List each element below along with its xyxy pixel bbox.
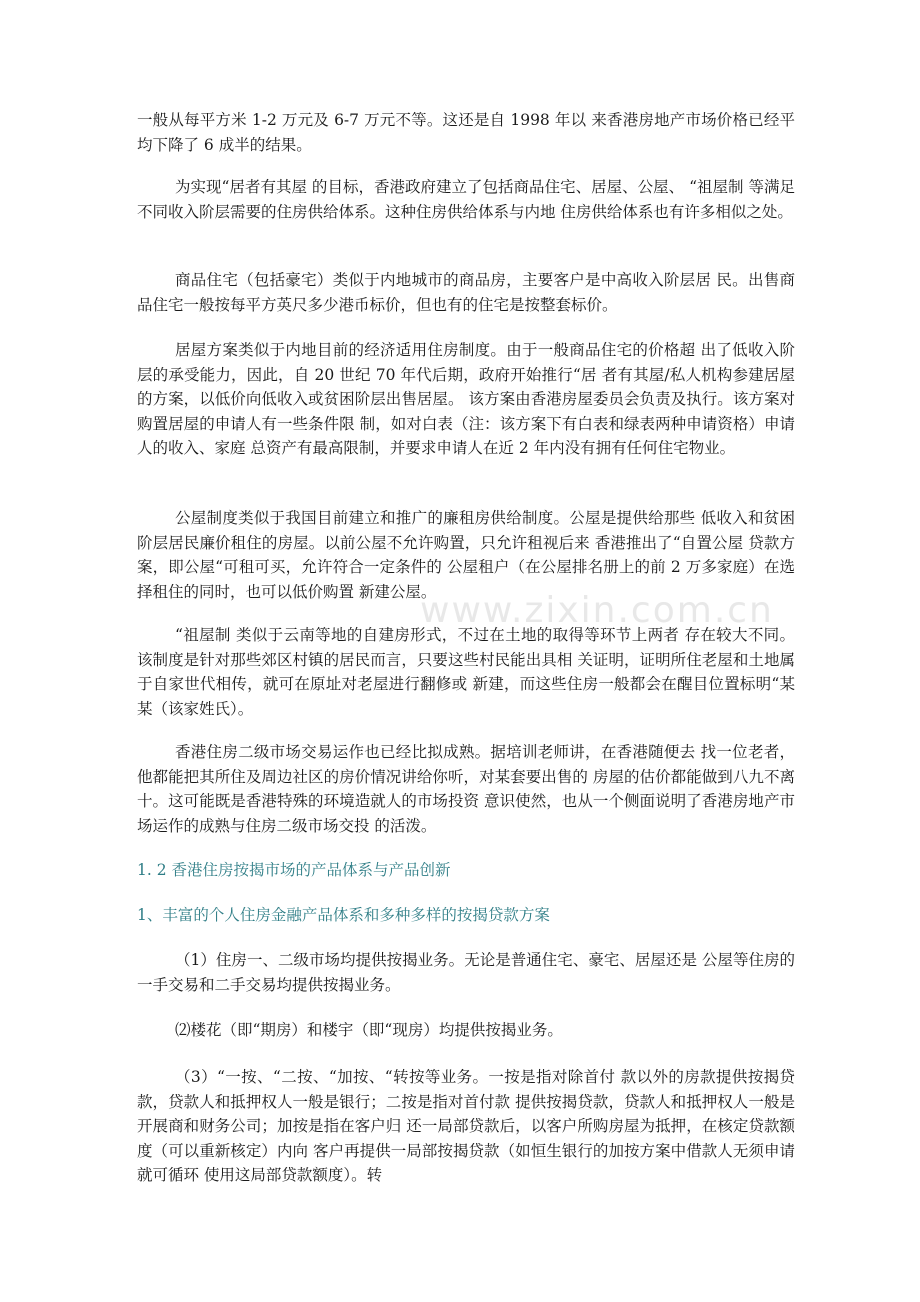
paragraph-commercial-housing: 商品住宅（包括豪宅）类似于内地城市的商品房，主要客户是中高收入阶层居 民。出售商品住宅一般按每平方英尺多少港币标价，但也有的住宅是按整套标价。 xyxy=(137,271,795,314)
paragraph-ancestral-house: “祖屋制 类似于云南等地的自建房形式，不过在土地的取得等环节上两者 存在较大不同。该制度是针对那些郊区村镇的居民而言，只要这些村民能出具相 关证明，证明所住老屋和土地属于自家世代相传，就可在原址对老屋进行翻修或 新建，而这些住房一般都会在醒目位置标明“某某（该家姓氏）。 xyxy=(137,626,795,718)
paragraph-public-housing: 公屋制度类似于我国目前建立和推广的廉租房供给制度。公屋是提供给那些 低收入和贫困阶层居民廉价租住的房屋。以前公屋不允许购置，只允许租视后来 香港推出了“自置公屋 贷款方案，即公屋“可租可买，允许符合一定条件的 公屋租户（在公屋排名册上的前 2 万多家庭）在选择租住的同时，也可以低价购置 新建公屋。 xyxy=(137,509,795,601)
list-item-presale-and-completed: ⑵楼花（即“期房）和楼宇（即“现房）均提供按揭业务。 xyxy=(175,1021,563,1039)
section-heading: 1. 2 香港住房按揭市场的产品体系与产品创新 xyxy=(137,861,451,879)
list-item-mortgage-markets: （1）住房一、二级市场均提供按揭业务。无论是普通住宅、豪宅、居屋还是 公屋等住房的一手交易和二手交易均提供按揭业务。 xyxy=(137,951,795,994)
paragraph-housing-system: 为实现“居者有其屋 的目标，香港政府建立了包括商品住宅、居屋、公屋、 “祖屋制 等满足不同收入阶层需要的住房供给体系。这种住房供给体系与内地 住房供给体系也有许多相似之处。 xyxy=(137,178,795,221)
subsection-heading: 1、丰富的个人住房金融产品体系和多种多样的按揭贷款方案 xyxy=(137,906,550,924)
paragraph-home-ownership-scheme: 居屋方案类似于内地目前的经济适用住房制度。由于一般商品住宅的价格超 出了低收入阶层的承受能力，因此，自 20 世纪 70 年代后期，政府开始推行“居 者有其屋/私人机构参建居屋 的方案，以低价向低收入或贫困阶层出售居屋。 该方案由香港房屋委员会负责及执行。该方案对购置居屋的申请人有一些条件限 制，如对白表（注：该方案下有白表和绿表两种申请资格）申请人的收入、家庭 总资产有最高限制，并要求申请人在近 2 年内没有拥有任何住宅物业。 xyxy=(137,341,795,457)
watermark: www.zixin.com.cn xyxy=(420,590,774,631)
paragraph-secondary-market: 香港住房二级市场交易运作也已经比拟成熟。据培训老师讲，在香港随便去 找一位老者，他都能把其所住及周边社区的房价情况讲给你听，对某套要出售的 房屋的估价都能做到八九不离十。这可能既是香港特殊的环境造就人的市场投资 意识使然，也从一个侧面说明了香港房地产市场运作的成熟与住房二级市场交投 的活泼。 xyxy=(137,743,795,835)
list-item-mortgage-types: （3）“一按、“二按、“加按、“转按等业务。一按是指对除首付 款以外的房款提供按揭贷款，贷款人和抵押权人一般是银行；二按是指对首付款 提供按揭贷款，贷款人和抵押权人一般是开展商和财务公司；加按是指在客户归 还一局部贷款后，以客户所购房屋为抵押，在核定贷款额度（可以重新核定）内向 客户再提供一局部按揭贷款（如恒生银行的加按方案中借款人无须申请就可循环 使用这局部贷款额度）。转 xyxy=(137,1068,795,1184)
paragraph-price-range: 一般从每平方米 1-2 万元及 6-7 万元不等。这还是自 1998 年以 来香港房地产市场价格已经平均下降了 6 成半的结果。 xyxy=(137,111,795,154)
